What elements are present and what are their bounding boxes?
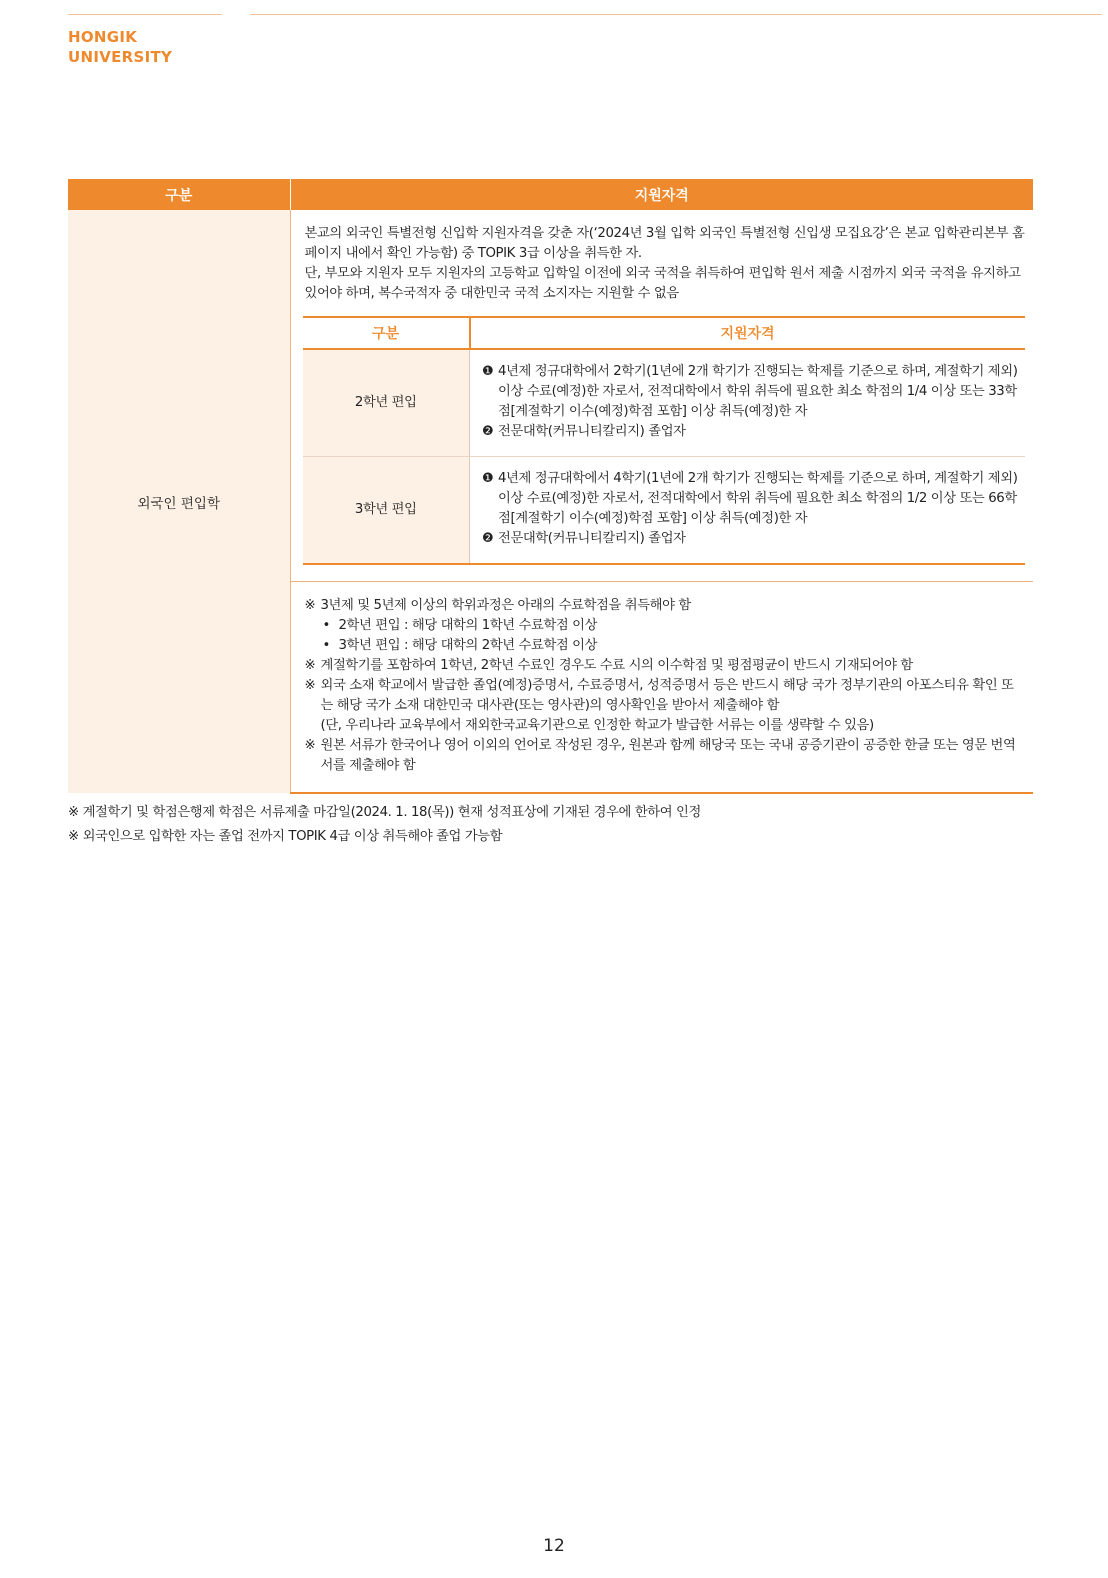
reference-mark-icon: ※ xyxy=(304,738,316,753)
note-sub-item: • 2학년 편입 : 해당 대학의 1학년 수료학점 이상 xyxy=(305,616,1026,636)
transfer-grade-table xyxy=(303,316,1025,565)
column-header-eligibility: 지원자격 xyxy=(290,179,1033,210)
table-row xyxy=(303,457,1025,565)
logo-line-1: HONGIK xyxy=(68,28,138,46)
note-item: ※ 계절학기를 포함하여 1학년, 2학년 수료인 경우도 수료 시의 이수학점 및 평점평균이 반드시 기재되어야 함 xyxy=(305,656,1026,676)
reference-mark-icon: ※ xyxy=(304,658,316,673)
intro-paragraph: 단, 부모와 지원자 모두 지원자의 고등학교 입학일 이전에 외국 국적을 취득하여 편입학 원서 제출 시점까지 외국 국적을 유지하고 있어야 하며, 복수국적자 중 대한민국 국적 소지자는 지원할 수 없음 xyxy=(304,266,1021,301)
grade-label: 3학년 편입 xyxy=(303,457,470,565)
footnote: ※ 외국인으로 입학한 자는 졸업 전까지 TOPIK 4급 이상 취득해야 졸업 가능함 xyxy=(68,829,503,844)
grade-requirements xyxy=(470,349,1025,457)
sub-header-eligibility: 지원자격 xyxy=(470,317,1025,349)
grade-label: 2학년 편입 xyxy=(303,349,470,457)
header-rule-left xyxy=(68,14,222,15)
list-item: ❶ 4년제 정규대학에서 4학기(1년에 2개 학기가 진행되는 학제를 기준으로 하며, 계절학기 제외) 이상 수료(예정)한 자로서, 전적대학에서 학위 취득에 필요한 최소 학점의 1/2 이상 또는 66학점[계절학기 이수(예정)학점 포함] 이상 취득(예정)한 자 xyxy=(482,469,1021,529)
footnotes xyxy=(68,801,701,849)
footnote: ※ 계절학기 및 학점은행제 학점은 서류제출 마감일(2024. 1. 18(목)) 현재 성적표상에 기재된 경우에 한하여 인정 xyxy=(68,805,701,820)
reference-mark-icon: ※ xyxy=(304,598,316,613)
intro-paragraph: 본교의 외국인 특별전형 신입학 지원자격을 갖춘 자(‘2024년 3월 입학 외국인 특별전형 신입생 모집요강’은 본교 입학관리본부 홈페이지 내에서 확인 가능함) 중 TOPIK 3급 이상을 취득한 자. xyxy=(304,226,1025,261)
university-logo xyxy=(68,27,172,67)
note-sub-item: • 3학년 편입 : 해당 대학의 2학년 수료학점 이상 xyxy=(305,636,1026,656)
number-1-icon: ❶ xyxy=(482,364,494,379)
number-1-icon: ❶ xyxy=(482,471,494,486)
logo-line-2: UNIVERSITY xyxy=(68,48,173,66)
number-2-icon: ❷ xyxy=(482,424,494,439)
category-cell: 외국인 편입학 xyxy=(68,210,290,793)
note-item: (단, 우리나라 교육부에서 재외한국교육기관으로 인정한 학교가 발급한 서류는 이를 생략할 수 있음) xyxy=(320,718,874,733)
bullet-icon: • xyxy=(322,618,330,633)
number-2-icon: ❷ xyxy=(482,531,494,546)
note-item: ※ 원본 서류가 한국어나 영어 이외의 언어로 작성된 경우, 원본과 함께 해당국 또는 국내 공증기관이 공증한 한글 또는 영문 번역서를 제출해야 함 xyxy=(305,736,1026,776)
header-rule-right xyxy=(250,14,1102,15)
notes-list xyxy=(291,582,1034,792)
list-item: ❷ 전문대학(커뮤니티칼리지) 졸업자 xyxy=(482,529,1021,549)
eligibility-table xyxy=(68,179,1033,794)
note-item: ※ 외국 소재 학교에서 발급한 졸업(예정)증명서, 수료증명서, 성적증명서 등은 반드시 해당 국가 정부기관의 아포스티유 확인 또는 해당 국가 소재 대한민국 대사관(또는 영사관)의 영사확인을 받아서 제출해야 함 xyxy=(305,676,1026,716)
column-header-category: 구분 xyxy=(68,179,290,210)
intro-text xyxy=(291,210,1034,304)
bullet-icon: • xyxy=(322,638,330,653)
list-item: ❶ 4년제 정규대학에서 2학기(1년에 2개 학기가 진행되는 학제를 기준으로 하며, 계절학기 제외) 이상 수료(예정)한 자로서, 전적대학에서 학위 취득에 필요한 최소 학점의 1/4 이상 또는 33학점[계절학기 이수(예정)학점 포함] 이상 취득(예정)한 자 xyxy=(482,362,1021,422)
notes-cell xyxy=(290,582,1033,794)
sub-header-category: 구분 xyxy=(303,317,470,349)
eligibility-cell xyxy=(290,210,1033,582)
page-number: 12 xyxy=(543,1536,565,1556)
list-item: ❷ 전문대학(커뮤니티칼리지) 졸업자 xyxy=(482,422,1021,442)
reference-mark-icon: ※ xyxy=(304,678,316,693)
table-row xyxy=(303,349,1025,457)
note-item: ※ 3년제 및 5년제 이상의 학위과정은 아래의 수료학점을 취득해야 함 xyxy=(305,596,1026,616)
grade-requirements xyxy=(470,457,1025,565)
